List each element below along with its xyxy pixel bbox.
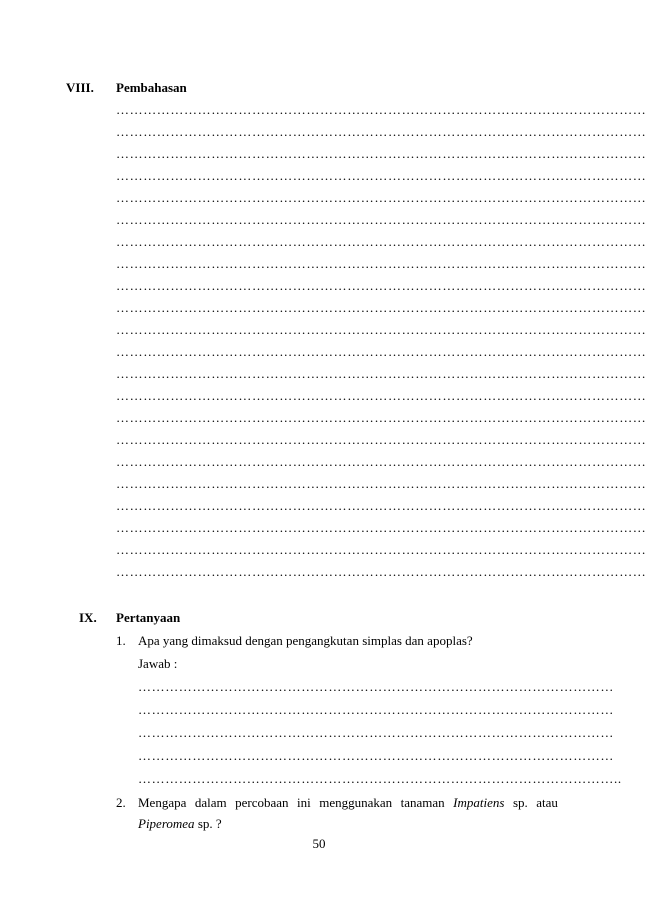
- dotted-answer-line: ………………………………………………………………………………………………………: [116, 322, 646, 337]
- dotted-answer-line: ………………………………………………………………………………………………………: [116, 212, 646, 227]
- dotted-answer-line: ………………………………………………………………………………………………………: [116, 190, 646, 205]
- answer-line: ……………………………………………………………………………………………: [138, 702, 614, 717]
- dotted-answer-line: ………………………………………………………………………………………………………: [116, 102, 646, 117]
- section-title-pertanyaan: Pertanyaan: [116, 610, 181, 625]
- dotted-answer-line: ………………………………………………………………………………………………………: [116, 278, 646, 293]
- dotted-answer-line: ………………………………………………………………………………………………………: [116, 564, 646, 579]
- dotted-answer-line: ………………………………………………………………………………………………………: [116, 146, 646, 161]
- dotted-answer-line: ………………………………………………………………………………………………………: [116, 234, 646, 249]
- q2-word: menggunakan: [319, 795, 393, 810]
- q2-word: dalam: [194, 795, 227, 810]
- dotted-answer-line: ………………………………………………………………………………………………………: [116, 454, 646, 469]
- species-name: Piperomea: [138, 816, 195, 831]
- question-text-2-line1: [138, 795, 558, 811]
- question-text-1: Apa yang dimaksud dengan pengangkutan simplas dan apoplas?: [138, 633, 473, 648]
- q2-word: atau: [536, 795, 558, 810]
- dotted-answer-line: ………………………………………………………………………………………………………: [116, 476, 646, 491]
- q2-word: ini: [297, 795, 311, 810]
- question-text-2-line2: [138, 816, 222, 832]
- answer-line: ……………………………………………………………………………………………: [138, 725, 614, 740]
- dotted-answer-line: ………………………………………………………………………………………………………: [116, 168, 646, 183]
- dotted-answer-line: ………………………………………………………………………………………………………: [116, 520, 646, 535]
- section-number-viii: VIII.: [66, 80, 94, 95]
- q2-word: tanaman: [400, 795, 445, 810]
- section-number-ix: IX.: [79, 610, 97, 625]
- answer-line-last: ……………………………………………………………………………………………..: [138, 771, 622, 786]
- answer-label: Jawab :: [138, 656, 178, 671]
- q2-word: percobaan: [235, 795, 289, 810]
- answer-line: ……………………………………………………………………………………………: [138, 679, 614, 694]
- question-number-1: 1.: [116, 633, 126, 648]
- section-title-pembahasan: Pembahasan: [116, 80, 187, 95]
- dotted-answer-line: ………………………………………………………………………………………………………: [116, 410, 646, 425]
- dotted-answer-line: ………………………………………………………………………………………………………: [116, 124, 646, 139]
- dotted-answer-line: ………………………………………………………………………………………………………: [116, 388, 646, 403]
- dotted-answer-line: ………………………………………………………………………………………………………: [116, 432, 646, 447]
- dotted-answer-line: ………………………………………………………………………………………………………: [116, 542, 646, 557]
- dotted-answer-line: ………………………………………………………………………………………………………: [116, 300, 646, 315]
- dotted-answer-line: ………………………………………………………………………………………………………: [116, 344, 646, 359]
- dotted-answer-line: ………………………………………………………………………………………………………: [116, 366, 646, 381]
- page-number: 50: [312, 836, 326, 851]
- q2-word: Mengapa: [138, 795, 187, 810]
- dotted-answer-line: ………………………………………………………………………………………………………: [116, 498, 646, 513]
- q2-word: sp.: [512, 795, 528, 810]
- species-suffix: sp. ?: [194, 816, 222, 831]
- question-number-2: 2.: [116, 795, 126, 810]
- dotted-answer-line: ………………………………………………………………………………………………………: [116, 256, 646, 271]
- q2-word-italic: Impatiens: [453, 795, 505, 810]
- answer-line: ……………………………………………………………………………………………: [138, 748, 614, 763]
